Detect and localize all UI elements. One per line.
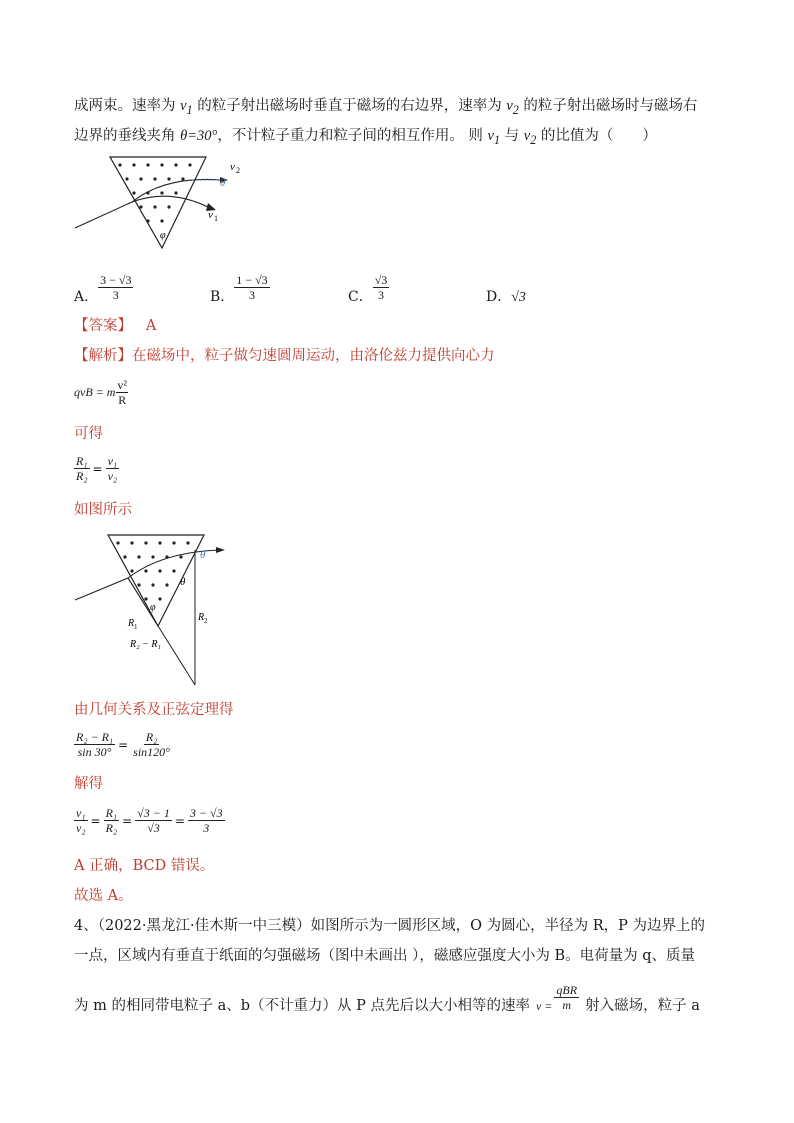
intro-line-2: 边界的垂线夹角 θ=30°，不计粒子重力和粒子间的相互作用。 则 $v_1$ 与 $v_2$ 的比值为（ ） — [74, 128, 657, 147]
option-a[interactable]: A． $\frac{3 - √3}{3}$ — [74, 272, 132, 305]
geo-text: 由几何关系及正弦定理得 — [74, 702, 234, 718]
equation-4: $\frac{\text{v₁}}{\text{v₂}}$ = $\frac{\text{R₁}}{\text{R₂}}$ = $\frac{√3 - 1}{√3}$ = $\frac{3 - √3}{3}$ — [76, 806, 223, 835]
equation-2: $\frac{\text{R₁}}{\text{R₂}}$ = $\frac{\text{v₁}}{\text{v₂}}$ — [76, 454, 118, 483]
option-c[interactable]: C． $\frac{√3}{3}$ — [348, 272, 388, 305]
svg-text:2: 2 — [236, 166, 240, 175]
option-d[interactable]: D．√3 — [486, 289, 526, 305]
figure-1-diagram — [70, 150, 270, 255]
equation-3: $\frac{\text{R₂ − R₁}}{\sin 30^\circ}$ = $\frac{\text{R₂}}{\sin 120^\circ}$ — [76, 730, 170, 759]
magnetic-field-dots — [118, 163, 191, 222]
svg-text:1: 1 — [214, 214, 218, 223]
pick-text: 故选 A。 — [74, 888, 133, 904]
intro-line-1: 成两束。速率为 $v_1$ 的粒子射出磁场时垂直于磁场的右边界，速率为 $v_2$ 的粒子射出磁场时与磁场右 — [74, 98, 698, 117]
svg-text:1: 1 — [134, 623, 138, 631]
label-v1: v — [208, 209, 213, 221]
label-phi-2: φ — [150, 602, 156, 613]
q4-line-3: 为 m 的相同带电粒子 a、b（不计重力）从 P 点先后以大小相等的速率 v = $\frac{\text{qBR}}{m}$ 射入磁场，粒子 a — [74, 982, 700, 1014]
label-R2-minus-R1: R₂ − R₁ — [130, 639, 161, 650]
label-theta-mid: θ — [180, 576, 186, 588]
analysis-line: 【解析】在磁场中，粒子做匀速圆周运动，由洛伦兹力提供向心力 — [74, 348, 495, 364]
label-R1: R — [128, 618, 135, 629]
jiede-text: 解得 — [74, 776, 103, 792]
kede-text: 可得 — [74, 426, 103, 442]
label-R2: R — [198, 612, 205, 623]
equation-1: qvB = m $\frac{\text{v²}}{R}$ — [74, 378, 128, 407]
svg-text:2: 2 — [204, 617, 208, 625]
q4-line-2: 一点，区域内有垂直于纸面的匀强磁场（图中未画出 ），磁感应强度大小为 B。电荷量为 q、质量 — [74, 948, 696, 964]
q4-line-1: 4、（2022·黑龙江·佳木斯一中三模）如图所示为一圆形区域，O 为圆心，半径为 R，P 为边界上的 — [74, 918, 705, 934]
conclusion-text: A 正确，BCD 错误。 — [74, 858, 215, 874]
figure-2-diagram — [70, 530, 240, 692]
rutu-text: 如图所示 — [74, 502, 132, 518]
answer-line: 【答案】 A — [74, 318, 157, 334]
label-theta-top: θ — [200, 549, 206, 561]
label-theta: θ — [220, 177, 226, 189]
option-b[interactable]: B． $\frac{1 - √3}{3}$ — [210, 272, 268, 305]
label-v2: v — [230, 161, 235, 173]
label-phi: φ — [160, 230, 166, 241]
